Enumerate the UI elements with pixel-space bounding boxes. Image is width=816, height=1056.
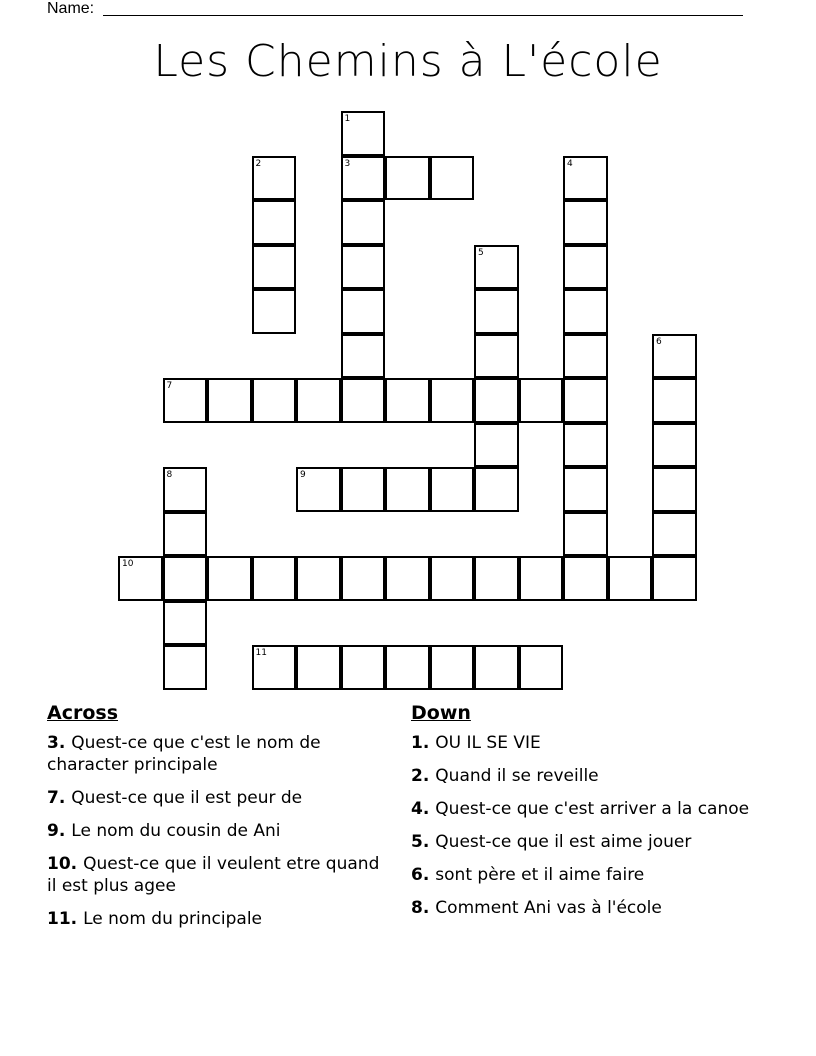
grid-cell[interactable] (563, 556, 608, 601)
grid-cell[interactable] (652, 467, 697, 512)
grid-cell[interactable] (341, 245, 386, 290)
across-clue (47, 787, 387, 809)
grid-cell[interactable] (430, 156, 475, 201)
down-clue (411, 765, 761, 787)
across-clue (47, 908, 387, 930)
grid-cell[interactable] (430, 645, 475, 690)
clue-number: 6. (411, 865, 430, 885)
grid-cell[interactable] (341, 556, 386, 601)
grid-cell[interactable] (563, 467, 608, 512)
grid-cell[interactable] (563, 245, 608, 290)
grid-cell[interactable] (563, 512, 608, 557)
grid-cell[interactable] (608, 556, 653, 601)
grid-cell[interactable] (430, 378, 475, 423)
clue-number: 9. (47, 821, 66, 841)
grid-cell[interactable] (341, 289, 386, 334)
cell-number: 2 (255, 158, 262, 169)
clue-text: Quand il se reveille (435, 766, 599, 786)
grid-cell[interactable] (474, 334, 519, 379)
clue-text: Le nom du cousin de Ani (71, 821, 281, 841)
grid-cell[interactable] (474, 423, 519, 468)
grid-cell[interactable] (252, 200, 297, 245)
grid-cell[interactable] (385, 156, 430, 201)
grid-cell[interactable] (341, 200, 386, 245)
clue-number: 11. (47, 909, 78, 929)
grid-cell[interactable] (341, 378, 386, 423)
grid-cell[interactable] (252, 289, 297, 334)
across-clue (47, 820, 387, 842)
grid-cell[interactable] (519, 645, 564, 690)
grid-cell[interactable] (385, 467, 430, 512)
cell-number: 8 (166, 470, 173, 480)
down-clue (411, 732, 761, 754)
clue-text: Quest-ce que c'est le nom de character principale (47, 733, 321, 775)
grid-cell[interactable] (207, 556, 252, 601)
grid-cell[interactable] (563, 200, 608, 245)
clue-text: Quest-ce que c'est arriver a la canoe (435, 799, 750, 819)
across-clue (47, 853, 387, 897)
grid-cell[interactable] (563, 156, 608, 201)
grid-cell[interactable] (252, 556, 297, 601)
clue-text: sont père et il aime faire (435, 865, 645, 885)
cell-number: 10 (122, 559, 134, 569)
grid-cell[interactable] (163, 645, 208, 690)
across-heading: Across (47, 702, 119, 724)
down-clue (411, 897, 761, 919)
clue-text: Quest-ce que il veulent etre quand il est plus agee (47, 854, 380, 896)
down-clue (411, 831, 761, 853)
grid-cell[interactable] (385, 378, 430, 423)
grid-cell[interactable] (474, 378, 519, 423)
cell-number: 9 (300, 470, 306, 480)
clue-number: 4. (411, 799, 430, 819)
grid-cell[interactable] (252, 645, 297, 690)
grid-cell[interactable] (341, 156, 386, 201)
grid-cell[interactable] (652, 512, 697, 557)
cell-number: 5 (478, 247, 484, 258)
grid-cell[interactable] (430, 467, 475, 512)
grid-cell[interactable] (430, 556, 475, 601)
cell-number: 1 (344, 114, 351, 124)
across-clue-list (47, 732, 387, 930)
grid-cell[interactable] (252, 245, 297, 290)
down-clue (411, 798, 761, 820)
grid-cell[interactable] (519, 556, 564, 601)
grid-cell[interactable] (385, 556, 430, 601)
clue-text: OU IL SE VIE (435, 733, 541, 753)
grid-cell[interactable] (163, 512, 208, 557)
grid-cell[interactable] (652, 423, 697, 468)
grid-cell[interactable] (474, 245, 519, 290)
grid-cell[interactable] (163, 601, 208, 646)
grid-cell[interactable] (563, 378, 608, 423)
cell-number: 7 (166, 381, 173, 391)
cell-number: 11 (255, 648, 267, 658)
grid-cell[interactable] (296, 467, 341, 512)
down-clue-list (411, 732, 761, 919)
grid-cell[interactable] (652, 378, 697, 423)
grid-cell[interactable] (341, 334, 386, 379)
grid-cell[interactable] (652, 334, 697, 379)
clue-number: 2. (411, 766, 430, 786)
clue-text: Le nom du principale (83, 909, 263, 929)
clue-number: 3. (47, 733, 66, 753)
page-title: Les Chemins à L'école (153, 36, 663, 87)
grid-cell[interactable] (652, 556, 697, 601)
cell-number: 4 (567, 158, 573, 169)
grid-cell[interactable] (296, 556, 341, 601)
grid-cell[interactable] (118, 556, 163, 601)
down-heading: Down (411, 702, 471, 724)
clue-number: 8. (411, 898, 430, 918)
cell-number: 6 (656, 336, 662, 347)
clue-number: 5. (411, 832, 430, 852)
cell-number: 3 (344, 158, 351, 169)
across-clues (47, 702, 387, 941)
down-clue (411, 864, 761, 886)
grid-cell[interactable] (474, 556, 519, 601)
down-clues (411, 702, 761, 930)
clue-text: Quest-ce que il est aime jouer (435, 832, 692, 852)
grid-cell[interactable] (563, 423, 608, 468)
clue-number: 10. (47, 854, 78, 874)
grid-cell[interactable] (163, 556, 208, 601)
clue-text: Quest-ce que il est peur de (71, 788, 303, 808)
name-label: Name: (47, 0, 95, 17)
grid-cell[interactable] (385, 645, 430, 690)
clue-number: 7. (47, 788, 66, 808)
grid-cell[interactable] (474, 645, 519, 690)
grid-cell[interactable] (163, 467, 208, 512)
grid-cell[interactable] (252, 378, 297, 423)
grid-cell[interactable] (163, 378, 208, 423)
across-clue (47, 732, 387, 776)
grid-cell[interactable] (563, 289, 608, 334)
clue-text: Comment Ani vas à l'école (435, 898, 662, 918)
clue-number: 1. (411, 733, 430, 753)
grid-cell[interactable] (296, 645, 341, 690)
grid-cell[interactable] (207, 378, 252, 423)
grid-cell[interactable] (341, 467, 386, 512)
grid-cell[interactable] (563, 334, 608, 379)
grid-cell[interactable] (474, 289, 519, 334)
grid-cell[interactable] (341, 111, 386, 156)
grid-cell[interactable] (296, 378, 341, 423)
grid-cell[interactable] (252, 156, 297, 201)
grid-cell[interactable] (341, 645, 386, 690)
grid-cell[interactable] (474, 467, 519, 512)
grid-cell[interactable] (519, 378, 564, 423)
